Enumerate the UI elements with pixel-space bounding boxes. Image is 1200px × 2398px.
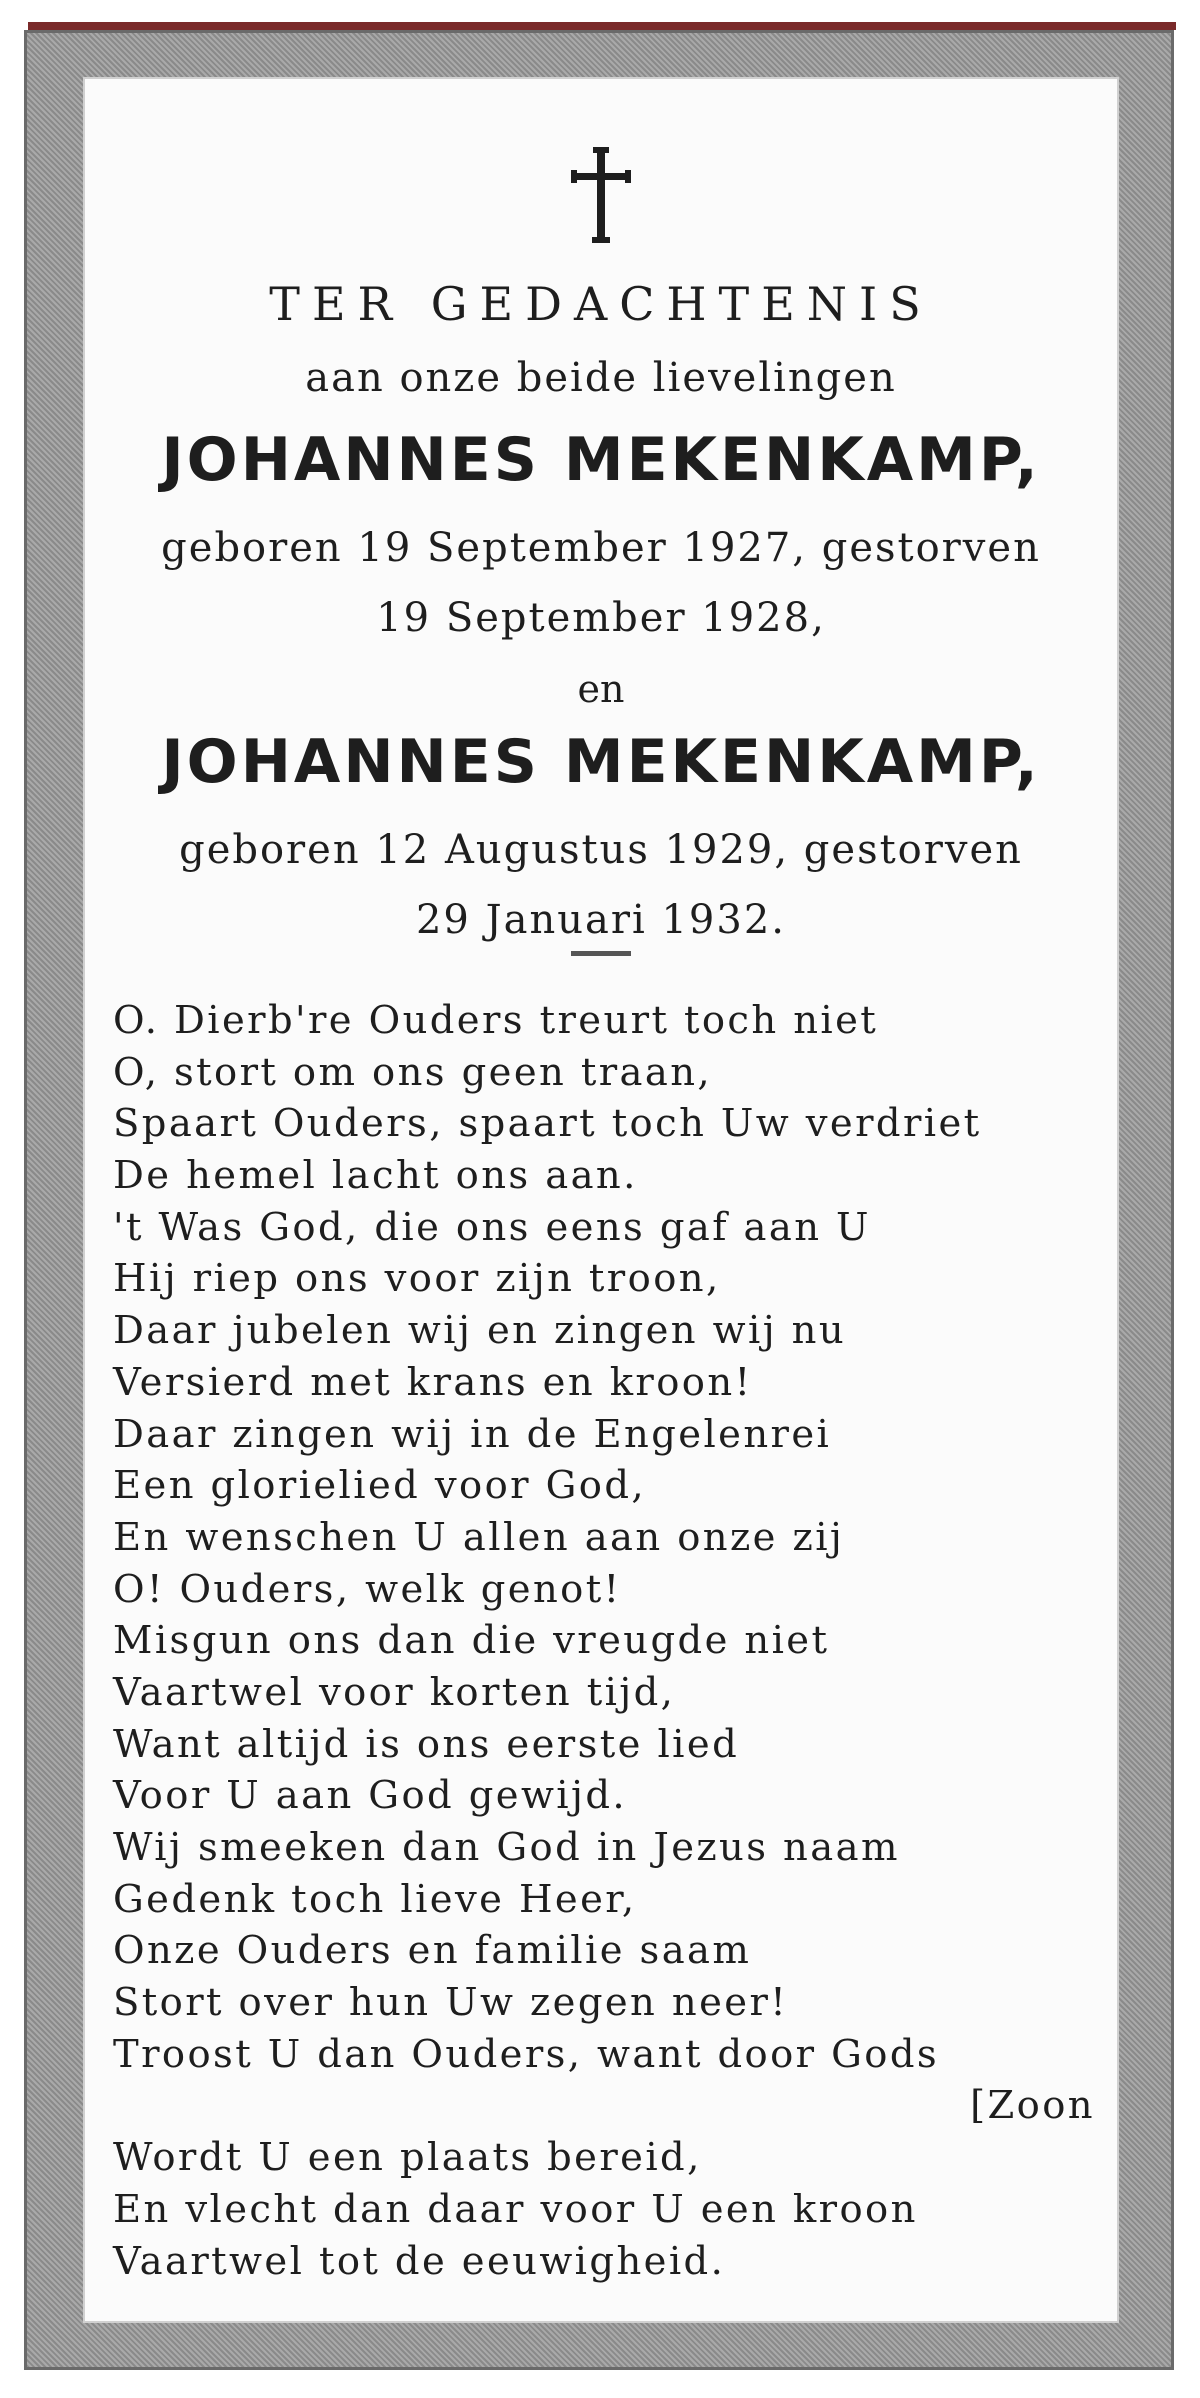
poem-line: Troost U dan Ouders, want door Gods [113, 2031, 940, 2077]
poem-line: Wij smeeken dan God in Jezus naam [113, 1825, 900, 1870]
card-content [83, 77, 1119, 2323]
poem-line: O. Dierb're Ouders treurt toch niet [113, 998, 879, 1043]
poem-line: Versierd met krans en kroon! [113, 1359, 753, 1405]
memorial-card [24, 30, 1174, 2370]
child1-born-line: geboren 19 September 1927, gestorven [161, 525, 1041, 571]
child1-died-line: 19 September 1928, [376, 595, 826, 641]
poem-line: Vaartwel tot de eeuwigheid. [113, 2238, 726, 2284]
poem [113, 995, 1099, 2287]
poem-line: Daar zingen wij in de Engelenrei [113, 1411, 832, 1457]
child2-name: JOHANNES MEKENKAMP, [161, 727, 1041, 797]
poem-line: Hij riep ons voor zijn troon, [113, 1256, 721, 1302]
poem-line: Voor U aan God gewijd. [113, 1773, 628, 1819]
cross-icon [571, 147, 631, 245]
poem-line: Stort over hun Uw zegen neer! [113, 1980, 789, 2026]
poem-line: Misgun ons dan die vreugde niet [113, 1618, 830, 1664]
poem-line: Vaartwel voor korten tijd, [113, 1669, 676, 1715]
poem-line-continuation: [Zoon [970, 2083, 1095, 2129]
poem-line: De hemel lacht ons aan. [113, 1153, 638, 1199]
poem-line: Spaart Ouders, spaart toch Uw verdriet [113, 1101, 982, 1147]
card-inner-panel [83, 77, 1119, 2323]
poem-line: En vlecht dan daar voor U een kroon [113, 2186, 918, 2232]
card-title: TER GEDACHTENIS [269, 277, 933, 331]
poem-line: Daar jubelen wij en zingen wij nu [113, 1308, 847, 1354]
conjunction-text: en [577, 667, 625, 711]
poem-line: En wenschen U allen aan onze zij [113, 1514, 845, 1560]
poem-line: Gedenk toch lieve Heer, [113, 1876, 637, 1922]
poem-line: Wordt U een plaats bereid, [113, 2135, 702, 2181]
card-top-edge [28, 22, 1176, 30]
child2-born-line: geboren 12 Augustus 1929, gestorven [179, 827, 1023, 873]
poem-line: Een glorielied voor God, [113, 1463, 647, 1509]
child1-name: JOHANNES MEKENKAMP, [161, 425, 1041, 495]
poem-line: 't Was God, die ons eens gaf aan U [113, 1204, 871, 1250]
divider-ornament [571, 951, 631, 956]
poem-line: Want altijd is ons eerste lied [113, 1721, 740, 1767]
card-subtitle: aan onze beide lievelingen [305, 355, 897, 401]
poem-line: Onze Ouders en familie saam [113, 1928, 752, 1974]
poem-line: O, stort om ons geen traan, [113, 1049, 713, 1095]
poem-line: O! Ouders, welk genot! [113, 1566, 622, 1612]
child2-died-line: 29 Januari 1932. [415, 897, 786, 943]
